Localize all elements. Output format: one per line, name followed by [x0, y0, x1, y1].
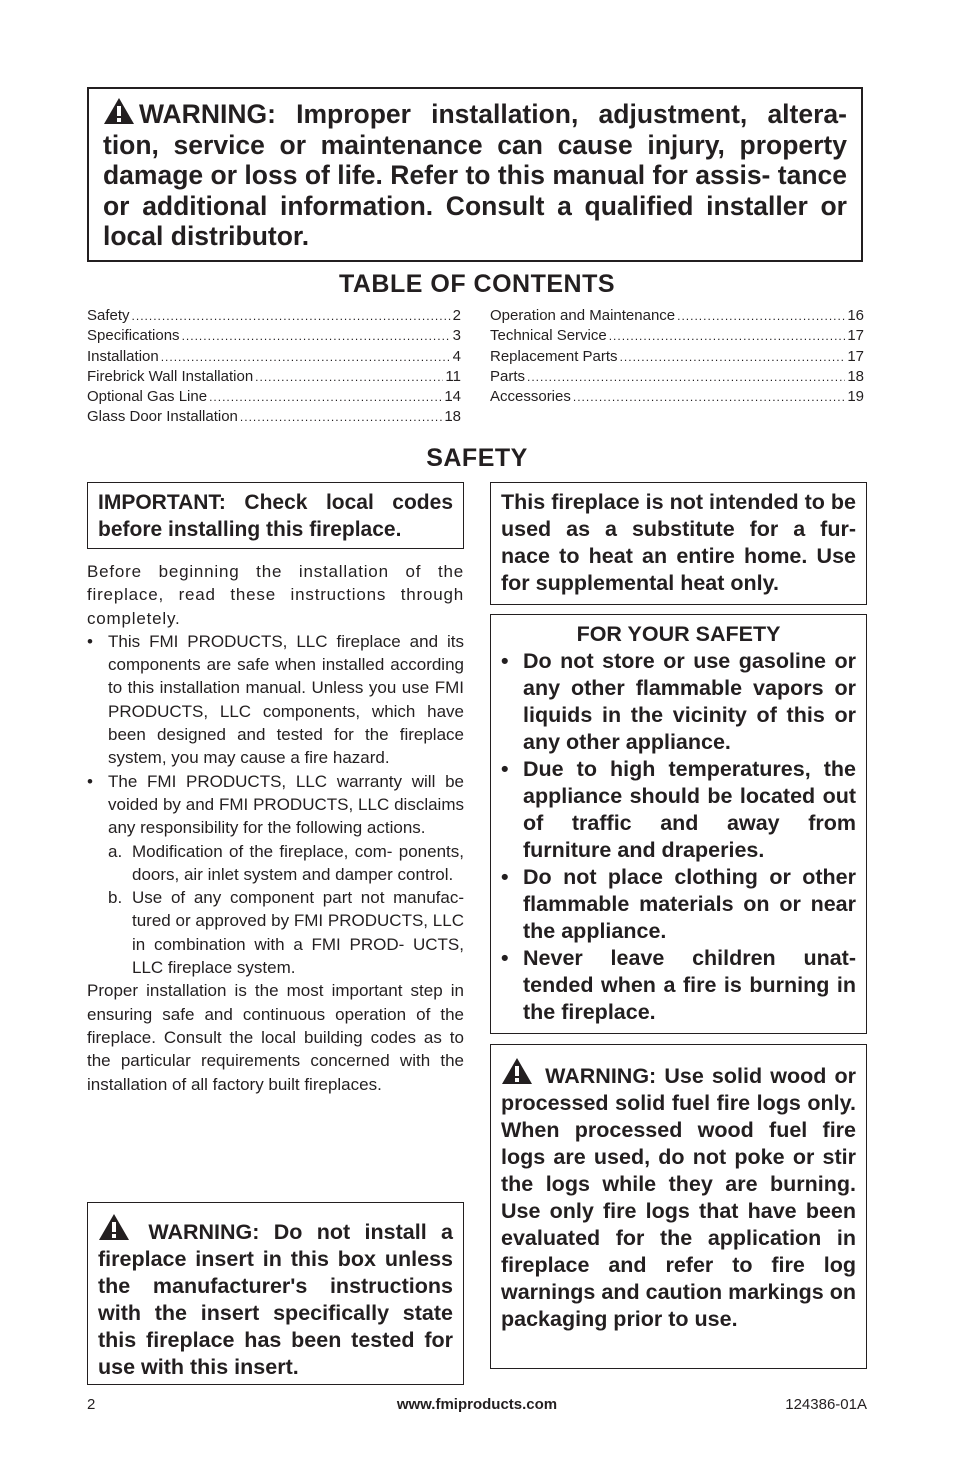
safety-title: SAFETY [426, 444, 528, 472]
document-number: 124386-01A [785, 1396, 867, 1413]
toc-entry-label: Installation [87, 347, 159, 365]
toc-entry-label: Firebrick Wall Installation [87, 367, 254, 385]
toc-entry-page: 14 [444, 388, 461, 406]
toc-entry-label: Accessories [490, 388, 571, 406]
toc-entry[interactable] [87, 306, 461, 326]
toc-leader [240, 407, 442, 427]
toc-entry-page: 11 [445, 367, 461, 385]
bullet-text: The FMI PRODUCTS, LLC warranty will be voided by and FMI PRODUCTS, LLC disclaims any responsibility for the following actions. [108, 771, 464, 838]
sub-item [87, 840, 464, 887]
top-warning-box [87, 87, 863, 262]
sub-item [87, 886, 464, 979]
safety-list-item [501, 864, 856, 945]
insert-warning-paragraph [98, 1213, 453, 1381]
bullet-mark: • [501, 757, 509, 781]
important-box [87, 482, 464, 549]
toc-entry-label: Safety [87, 307, 130, 324]
safety-list-item [501, 648, 856, 756]
toc-entry-label: Glass Door Installation [87, 408, 238, 426]
toc-entry-label: Parts [490, 367, 526, 385]
bullet-mark: • [501, 649, 509, 673]
toc-entry[interactable] [490, 306, 864, 326]
website-link[interactable]: www.fmiproducts.com [396, 1396, 558, 1413]
toc-entry-page: 19 [847, 388, 864, 406]
toc-entry-page: 3 [452, 327, 461, 345]
toc-entry-page: 17 [847, 347, 864, 365]
toc-leader [527, 367, 845, 387]
supplemental-heat-box [490, 482, 867, 605]
toc-entry-page: 16 [847, 307, 864, 324]
bullet-mark: • [87, 771, 93, 791]
toc-entry-page: 18 [444, 408, 461, 426]
for-your-safety-box [490, 614, 867, 1034]
toc-entry[interactable] [490, 387, 864, 407]
bullet-mark: • [87, 631, 93, 651]
sub-mark: a. [108, 841, 123, 861]
bullet-mark: • [501, 946, 509, 970]
safety-list-item [501, 756, 856, 864]
toc-entry[interactable] [87, 387, 461, 407]
fire-log-warning-box [490, 1044, 867, 1369]
toc-entry[interactable] [87, 367, 461, 387]
page-number: 2 [87, 1396, 96, 1413]
toc-entry[interactable] [490, 347, 864, 367]
toc-entry-label: Optional Gas Line [87, 388, 208, 406]
for-your-safety-title: FOR YOUR SAFETY [576, 622, 781, 646]
toc-entry[interactable] [87, 326, 461, 346]
warning-triangle-icon [103, 97, 135, 125]
insert-warning-text: WARNING: Do not install a fireplace insert in this box unless the manufacturer's instructions with the insert specifically state this fireplace has been tested for use with this insert. [98, 1220, 453, 1379]
safety-body [87, 560, 464, 1096]
top-warning-paragraph [103, 97, 847, 252]
toc-leader [573, 387, 845, 407]
warning-triangle-icon [98, 1213, 130, 1241]
toc-left-column [87, 306, 461, 428]
toc-entry[interactable] [490, 367, 864, 387]
safety-list-text: Never leave children unat- tended when a fire is burning in the fireplace. [523, 946, 856, 1024]
fire-log-warning-text: WARNING: Use solid wood or processed solid fuel fire logs only. When processed wood fuel fire logs are used, do not poke or stir the logs while they are burning. Use only fire logs that have been evaluated for the application in fireplace and refer to fire log warnings and caution markings on packaging prior to use. [501, 1064, 856, 1331]
bullet-text: This FMI PRODUCTS, LLC fireplace and its components are safe when installed according to this installation manual. Unless you use FMI PRODUCTS, LLC components, which have been designed and tested for the fireplace system, you may cause a fire hazard. [108, 631, 464, 768]
toc-entry[interactable] [87, 407, 461, 427]
bullet-item [87, 630, 464, 770]
toc-entry-page: 2 [452, 307, 461, 324]
toc-leader [677, 306, 845, 326]
proper-installation-paragraph: Proper installation is the most important step in ensuring safe and continuous operation of the fireplace. Consult the local building codes as to the particular requirements concerned with the installation of all factory built fireplaces. [87, 981, 464, 1094]
toc-entry[interactable] [87, 347, 461, 367]
toc-leader [132, 306, 451, 326]
toc-entry-label: Operation and Maintenance [490, 307, 676, 324]
important-text: IMPORTANT: Check local codes before installing this fireplace. [98, 491, 453, 541]
safety-list-item [501, 945, 856, 1026]
safety-list-text: Do not store or use gasoline or any other flammable vapors or liquids in the vicinity of this or any other appliance. [523, 649, 856, 754]
toc-leader [161, 347, 451, 367]
toc-title: TABLE OF CONTENTS [338, 270, 616, 298]
fire-log-warning-paragraph [501, 1057, 856, 1333]
toc-entry-page: 4 [452, 347, 461, 365]
toc-leader [620, 347, 846, 367]
bullet-mark: • [501, 865, 509, 889]
supplemental-heat-text: This fireplace is not intended to be used as a substitute for a fur- nace to heat an entire home. Use for supplemental heat only. [501, 490, 856, 595]
insert-warning-box [87, 1202, 464, 1385]
sub-text: Modification of the fireplace, com- ponents, doors, air inlet system and damper control. [132, 841, 464, 884]
top-warning-text: WARNING: Improper installation, adjustment, altera- tion, service or maintenance can cause injury, property damage or loss of life. Refer to this manual for assis- tance or additional information. Consult a qualified installer or local distributor. [103, 99, 847, 251]
toc-leader [609, 326, 846, 346]
sub-text: Use of any component part not manufac- tured or approved by FMI PRODUCTS, LLC in combination with a FMI PROD- UCTS, LLC fireplace system. [132, 888, 464, 978]
intro-paragraph: Before beginning the installation of the fireplace, read these instructions through completely. [87, 562, 464, 628]
toc-leader [255, 367, 443, 387]
toc-leader [182, 326, 451, 346]
safety-list-text: Due to high temperatures, the appliance should be located out of traffic and away from furniture and draperies. [523, 757, 856, 862]
sub-mark: b. [108, 888, 123, 908]
warning-triangle-icon [501, 1057, 533, 1085]
toc-leader [209, 387, 442, 407]
toc-entry-label: Technical Service [490, 327, 607, 345]
toc-entry-label: Replacement Parts [490, 347, 618, 365]
safety-list-text: Do not place clothing or other flammable materials on or near the appliance. [523, 865, 856, 943]
toc-entry-page: 18 [847, 367, 864, 385]
toc-entry-label: Specifications [87, 327, 180, 345]
toc-right-column [490, 306, 864, 407]
toc-entry-page: 17 [847, 327, 864, 345]
bullet-item [87, 770, 464, 840]
toc-entry[interactable] [490, 326, 864, 346]
